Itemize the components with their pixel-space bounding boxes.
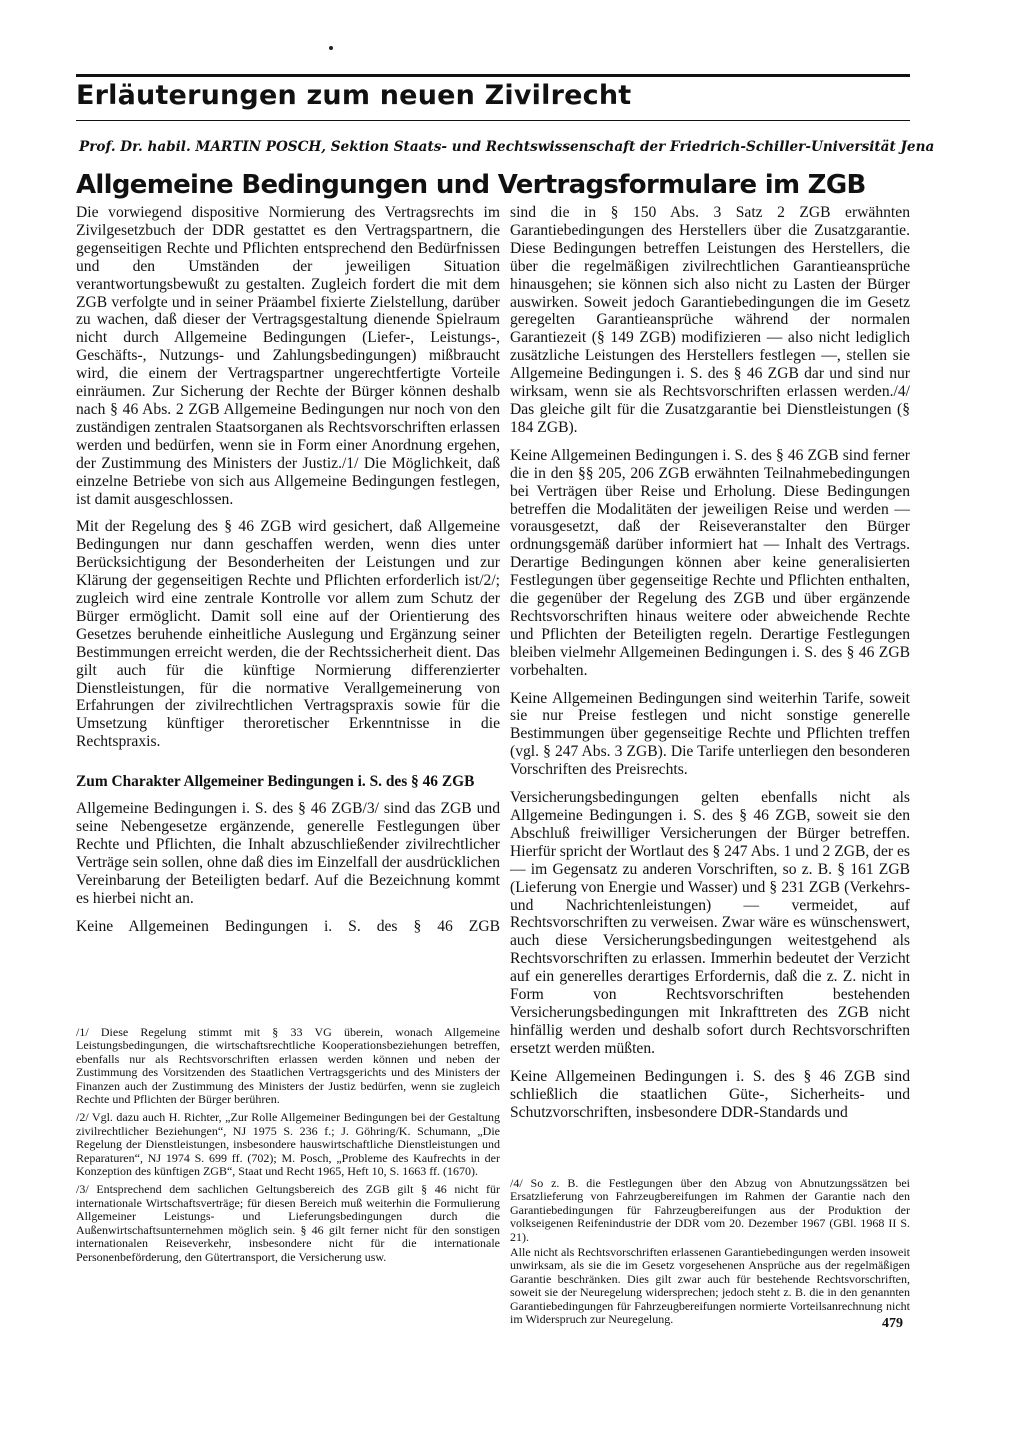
footnote: /3/ Entsprechend dem sachlichen Geltungsbereich des ZGB gilt § 46 nicht für internationale Wirtschaftsverträge; für diesen Bereich muß weiterhin die Formulierung Allgemeiner Leistungs- und Lieferungsbedingungen durch die Außenwirtschaftsunternehmen möglich sein. § 46 gilt ferner nicht für den sonstigen internationalen Reiseverkehr, insbesondere nicht für die internationale Personenbeförderung, den Gütertransport, die Versicherung usw.: [76, 1182, 500, 1264]
page-number: 479: [882, 1316, 903, 1331]
paragraph: Mit der Regelung des § 46 ZGB wird gesichert, daß Allgemeine Bedingungen nur dann geschaffen werden, wenn dies unter Berücksichtigung der Besonderheiten der Leistungen und zur Klärung der gegenseitigen Rechte und Pflichten erforderlich ist/2/; zugleich wird eine zentrale Kontrolle vor allem zum Schutz der Bürger ermöglicht. Damit soll eine auf der Orientierung des Gesetzes beruhende einheitliche Auslegung und Ergänzung seiner Bestimmungen erreicht werden, die der Rechtssicherheit dient. Das gilt auch für die künftige Normierung differenzierter Dienstleistungen, für die normative Verallgemeinerung von Erfahrungen der zivilrechtlichen Vertragspraxis sowie für die Umsetzung künftiger theroretischer Erkenntnisse in die Rechtspraxis.: [76, 518, 500, 751]
header-rule-bottom: [76, 120, 910, 121]
footnote: /4/ So z. B. die Festlegungen über den Abzug von Abnutzungssätzen bei Ersatzlieferung von Fahrzeugbereifungen im Rahmen der Garantie nach den Garantiebedingungen für Fahrzeugbereifungen aus der Produktion der volkseigenen Reifenindustrie der DDR vom 20. Dezember 1967 (GBl. 1968 II S. 21).: [510, 1176, 910, 1244]
paragraph: Keine Allgemeinen Bedingungen sind weiterhin Tarife, soweit sie nur Preise festlegen und nicht sonstige generelle Bestimmungen über gegenseitige Rechte und Pflichten treffen (vgl. § 247 Abs. 3 ZGB). Die Tarife unterliegen den besonderen Vorschriften des Preisrechts.: [510, 689, 910, 779]
right-column: [510, 204, 910, 1131]
footnotes-left: [76, 1026, 500, 1269]
footnotes-right: [510, 1177, 910, 1328]
header-rule-top: [76, 74, 910, 77]
paragraph: sind die in § 150 Abs. 3 Satz 2 ZGB erwähnten Garantiebedingungen des Herstellers über die Zusatzgarantie. Diese Bedingungen betreffen Leistungen des Herstellers, die über die regelmäßigen zivilrechtlichen Garantieansprüche hinausgehen; sie können sich also nicht zu Lasten der Bürger auswirken. Soweit jedoch Garantiebedingungen die im Gesetz geregelten Garantieansprüche während der normalen Garantiezeit (§ 149 ZGB) modifizieren — also nicht lediglich zusätzliche Leistungen des Herstellers festlegen —, stellen sie Allgemeine Bedingungen i. S. des § 46 ZGB dar und sind nur wirksam, wenn sie als Rechtsvorschriften erlassen werden./4/ Das gleiche gilt für die Zusatzgarantie bei Dienstleistungen (§ 184 ZGB).: [510, 204, 910, 436]
print-speck: [329, 46, 333, 50]
paragraph: Keine Allgemeinen Bedingungen i. S. des § 46 ZGB sind schließlich die staatlichen Güte-, Sicherheits- und Schutzvorschriften, insbesondere DDR-Standards und: [510, 1067, 910, 1121]
article-title: Allgemeine Bedingungen und Vertragsformulare im ZGB: [76, 170, 866, 200]
author-line: Prof. Dr. habil. MARTIN POSCH, Sektion Staats- und Rechtswissenschaft der Friedrich-Schiller-Universität Jena: [79, 139, 935, 155]
paragraph: Die vorwiegend dispositive Normierung des Vertragsrechts im Zivilgesetzbuch der DDR gestattet es den Vertragspartnern, die gegenseitigen Rechte und Pflichten entsprechend den Bedürfnissen und den Umständen der jeweiligen Situation verantwortungsbewußt zu gestalten. Zugleich fordert die mit dem ZGB verfolgte und in seiner Präambel fixierte Zielstellung, darüber zu wachen, daß dieser der Vertragsgestaltung dienende Spielraum nicht durch Allgemeine Bedingungen (Liefer-, Leistungs-, Geschäfts-, Nutzungs- und Zahlungsbedingungen) mißbraucht wird, die einem der Vertragspartner ungerechtfertigte Vorteile einräumen. Zur Sicherung der Rechte der Bürger können deshalb nach § 46 Abs. 2 ZGB Allgemeine Bedingungen nur noch von den zuständigen zentralen Staatsorganen als Rechtsvorschriften erlassen werden und bedürfen, wenn sie in Form einer Anordnung ergehen, der Zustimmung des Ministers der Justiz./1/ Die Möglichkeit, daß einzelne Betriebe von sich aus Allgemeine Bedingungen festlegen, ist damit ausgeschlossen.: [76, 204, 500, 508]
paragraph: Keine Allgemeinen Bedingungen i. S. des § 46 ZGB sind ferner die in den §§ 205, 206 ZGB erwähnten Teilnahmebedingungen bei Verträgen über Reise und Erholung. Diese Bedingungen betreffen die Modalitäten der jeweiligen Reise und werden — vorausgesetzt, daß der Reiseveranstalter den Bürger ordnungsgemäß darüber informiert hat — Inhalt des Vertrags. Derartige Bedingungen können aber keine generalisierten Festlegungen über gegenseitige Rechte und Pflichten enthalten, die gegenüber der Regelung des ZGB und über ergänzende Rechtsvorschriften hinaus weitere oder abweichende Rechte und Pflichten der Beteiligten regeln. Derartige Festlegungen bleiben vielmehr Allgemeinen Bedingungen i. S. des § 46 ZGB vorbehalten.: [510, 446, 910, 679]
subheading: Zum Charakter Allgemeiner Bedingungen i. S. des § 46 ZGB: [76, 773, 475, 791]
footnote: /1/ Diese Regelung stimmt mit § 33 VG überein, wonach Allgemeine Leistungsbedingungen, die wirtschaftsrechtliche Kooperationsbeziehungen betreffen, ebenfalls nur als Rechtsvorschriften erlassen werden können und neben der Zustimmung des Vorsitzenden des Staatlichen Vertragsgerichts und des Ministers der Finanzen auch der Zustimmung des Ministers der Justiz bedürfen, wenn sie zugleich Rechte und Pflichten der Bürger berühren.: [76, 1025, 500, 1107]
paragraph: Allgemeine Bedingungen i. S. des § 46 ZGB/3/ sind das ZGB und seine Nebengesetze ergänzende, generelle Festlegungen über Rechte und Pflichten, die Inhalt abzuschließender zivilrechtlicher Verträge sein sollen, ohne daß dies im Einzelfall der ausdrücklichen Vereinbarung der Beteiligten bedarf. Auf die Bezeichnung kommt es hierbei nicht an.: [76, 800, 500, 907]
paragraph: Keine Allgemeinen Bedingungen i. S. des § 46 ZGB: [76, 917, 500, 935]
footnote: Alle nicht als Rechtsvorschriften erlassenen Garantiebedingungen werden insoweit unwirksam, als sie die im Gesetz vorgesehenen Ansprüche aus der regelmäßigen Garantie beschränken. Dies gilt zwar auch für bestehende Rechtsvorschriften, soweit sie der Neuregelung widersprechen; jedoch steht z. B. die in den genannten Garantiebedingungen für Fahrzeugbereifungen normierte Vorteilsanrechnung nicht im Widerspruch zur Neuregelung.: [510, 1245, 910, 1327]
section-title: Erläuterungen zum neuen Zivilrecht: [76, 80, 632, 111]
footnote: /2/ Vgl. dazu auch H. Richter, „Zur Rolle Allgemeiner Bedingungen bei der Gestaltung zivilrechtlicher Beziehungen“, NJ 1975 S. 236 f.; J. Göhring/K. Schumann, „Die Regelung der Dienstleistungen, insbesondere hauswirtschaftliche Dienstleistungen und Reparaturen“, NJ 1974 S. 699 ff. (702); M. Posch, „Probleme des Kaufrechts in der Konzeption des künftigen ZGB“, Staat und Recht 1965, Heft 10, S. 1663 ff. (1670).: [76, 1110, 500, 1179]
paragraph: Versicherungsbedingungen gelten ebenfalls nicht als Allgemeine Bedingungen i. S. des § 46 ZGB, soweit sie den Abschluß freiwilliger Versicherungen der Bürger betreffen. Hierfür spricht der Wortlaut des § 247 Abs. 1 und 2 ZGB, der es — im Gegensatz zu anderen Vorschriften, so z. B. § 161 ZGB (Lieferung von Energie und Wasser) und § 231 ZGB (Verkehrs- und Nachrichtenleistungen) — vermeidet, auf Rechtsvorschriften zu verweisen. Zwar wäre es wünschenswert, auch diese Versicherungsbedingungen weitestgehend als Rechtsvorschriften zu erlassen. Immerhin bedeutet der Verzicht auf ein generelles derartiges Erfordernis, daß die z. Z. nicht in Form von Rechtsvorschriften bestehenden Versicherungsbedingungen mit Inkrafttreten des ZGB nicht hinfällig werden und deshalb sofort durch Rechtsvorschriften ersetzt werden müßten.: [510, 789, 910, 1057]
left-column: [76, 204, 500, 946]
